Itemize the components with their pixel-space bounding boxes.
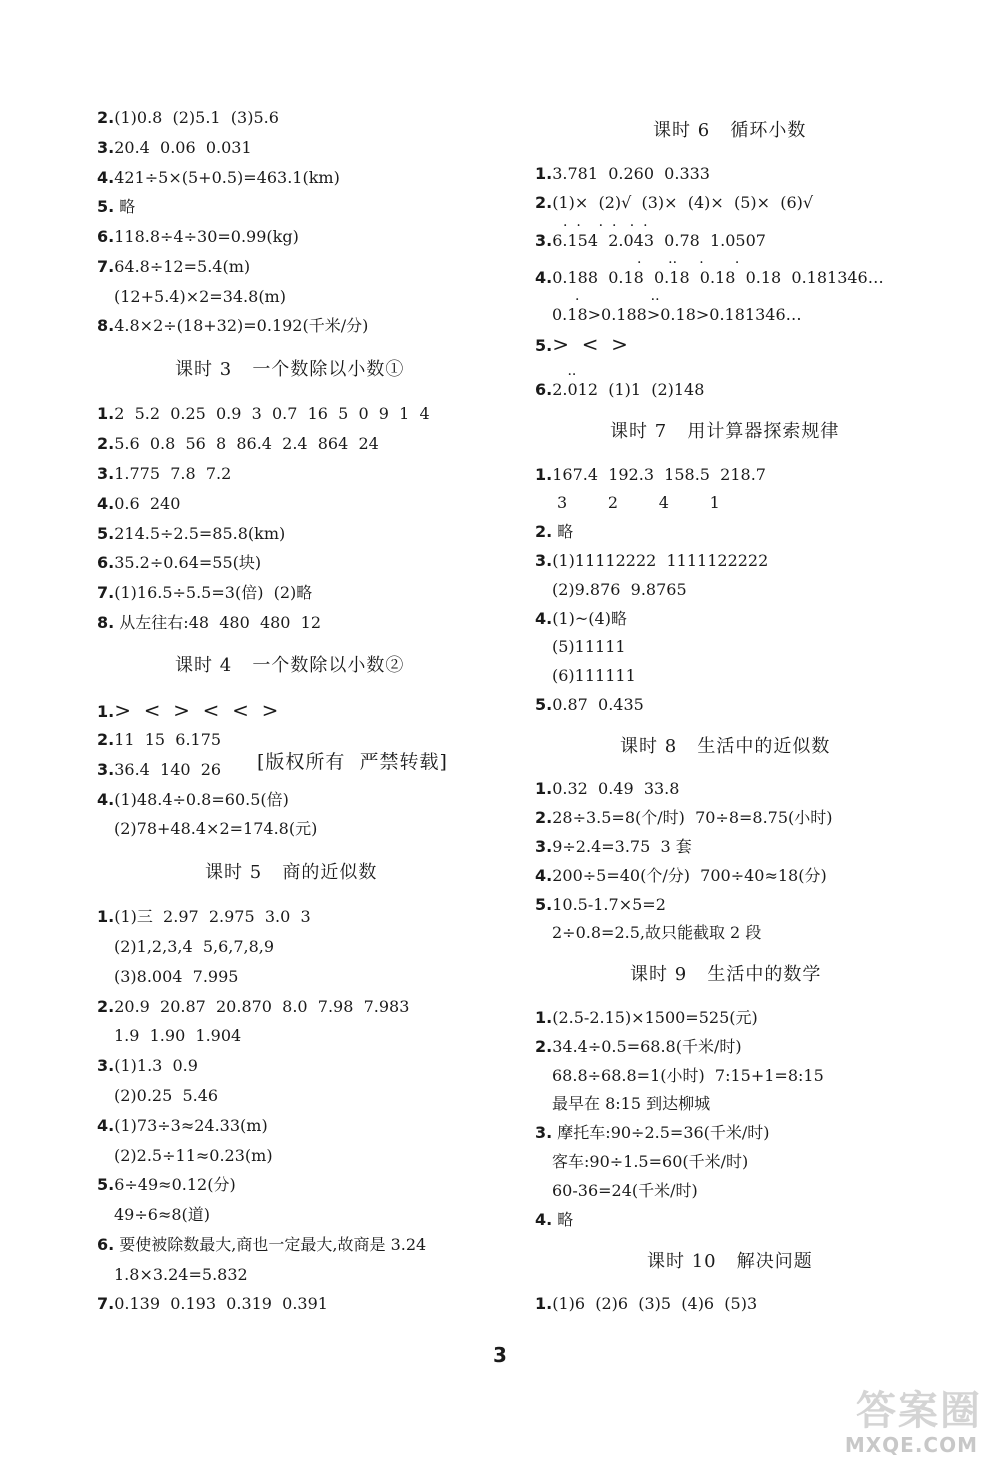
answer-line: 2.28÷3.5=8(个/时) 70÷8=8.75(小时) <box>535 808 833 827</box>
answer-line: 4.(1)73÷3≈24.33(m) <box>97 1116 268 1135</box>
answer-line: 4.0.188 0.18 0.18 0.18 0.18 0.181346… <box>535 268 884 287</box>
answer-line: 1.(1)6 (2)6 (3)5 (4)6 (5)3 <box>535 1294 758 1313</box>
answer-line: 3.(1)1.3 0.9 <box>97 1056 198 1075</box>
page-number: 3 <box>493 1343 507 1367</box>
answer-line: (5)11111 <box>552 637 626 656</box>
answer-line: 4.(1)~(4)略 <box>535 609 627 628</box>
answer-line: (2)78+48.4×2=174.8(元) <box>114 819 318 838</box>
section-title-lesson-3: 课时 3 一个数除以小数① <box>175 359 405 380</box>
answer-line: 60-36=24(千米/时) <box>552 1181 698 1200</box>
answer-line: 5.> < > <box>535 332 628 356</box>
answer-line: (12+5.4)×2=34.8(m) <box>114 287 286 306</box>
answer-line: 4.421÷5×(5+0.5)=463.1(km) <box>97 168 340 187</box>
answer-line: 6.35.2÷0.64=55(块) <box>97 553 262 572</box>
section-title-lesson-7: 课时 7 用计算器探索规律 <box>610 421 840 442</box>
watermark-url: MXQE.COM <box>844 1433 978 1457</box>
repeating-decimal-dots: ·· <box>563 367 577 383</box>
answer-line: 3.6.154 2.043 0.78 1.0507 <box>535 231 766 250</box>
answer-line: 7.64.8÷12=5.4(m) <box>97 257 251 276</box>
answer-line: 2. 略 <box>535 522 574 541</box>
answer-line: 4.0.6 240 <box>97 494 181 513</box>
answer-line: 3 2 4 1 <box>557 493 720 512</box>
section-title-lesson-4: 课时 4 一个数除以小数② <box>175 655 405 676</box>
section-title-lesson-10: 课时 10 解决问题 <box>647 1251 813 1272</box>
answer-line: 49÷6≈8(道) <box>114 1205 211 1224</box>
watermark-text: 答案圈 <box>856 1388 982 1434</box>
section-title-lesson-6: 课时 6 循环小数 <box>653 120 807 141</box>
answer-line: 1.2 5.2 0.25 0.9 3 0.7 16 5 0 9 1 4 <box>97 404 430 423</box>
answer-line: 1.(1)三 2.97 2.975 3.0 3 <box>97 907 311 926</box>
answer-line: 最早在 8:15 到达柳城 <box>552 1094 711 1113</box>
answer-line: 6.118.8÷4÷30=0.99(kg) <box>97 227 299 246</box>
answer-line: 5.0.87 0.435 <box>535 695 644 714</box>
section-title-lesson-8: 课时 8 生活中的近似数 <box>620 736 831 757</box>
answer-line: 2.20.9 20.87 20.870 8.0 7.98 7.983 <box>97 997 410 1016</box>
answer-line: 1.3.781 0.260 0.333 <box>535 164 710 183</box>
answer-line: 4.200÷5=40(个/分) 700÷40≈18(分) <box>535 866 827 885</box>
repeating-decimal-dots: · · · · · · <box>563 218 648 234</box>
answer-line: 8.4.8×2÷(18+32)=0.192(千米/分) <box>97 316 369 335</box>
answer-line: 3.20.4 0.06 0.031 <box>97 138 252 157</box>
answer-line: 6.2.012 (1)1 (2)148 <box>535 380 705 399</box>
answer-line: (3)8.004 7.995 <box>114 967 239 986</box>
answer-line: 1.9 1.90 1.904 <box>114 1026 242 1045</box>
answer-line: 2÷0.8=2.5,故只能截取 2 段 <box>552 923 762 942</box>
answer-line: (2)9.876 9.8765 <box>552 580 687 599</box>
answer-line: 3.(1)11112222 1111122222 <box>535 551 769 570</box>
answer-line: 68.8÷68.8=1(小时) 7:15+1=8:15 <box>552 1066 824 1085</box>
answer-line: 5.214.5÷2.5=85.8(km) <box>97 524 286 543</box>
copyright-notice: [版权所有 严禁转载] <box>257 751 448 773</box>
answer-line: (6)111111 <box>552 666 636 685</box>
answer-line: 4.(1)48.4÷0.8=60.5(倍) <box>97 790 289 809</box>
section-title-lesson-9: 课时 9 生活中的数学 <box>630 964 822 985</box>
answer-line: 3. 摩托车:90÷2.5=36(千米/时) <box>535 1123 770 1142</box>
section-title-lesson-5: 课时 5 商的近似数 <box>205 862 378 883</box>
answer-line: 5.10.5-1.7×5=2 <box>535 895 666 914</box>
answer-line: 1.0.32 0.49 33.8 <box>535 779 680 798</box>
watermark-logo <box>807 1379 982 1457</box>
answer-line: 7.0.139 0.193 0.319 0.391 <box>97 1294 328 1313</box>
answer-line: 客车:90÷1.5=60(千米/时) <box>552 1152 749 1171</box>
answer-line: 5. 略 <box>97 197 136 216</box>
answer-line: 1.(2.5-2.15)×1500=525(元) <box>535 1008 758 1027</box>
answer-line: 3.1.775 7.8 7.2 <box>97 464 232 483</box>
answer-line: (2)0.25 5.46 <box>114 1086 219 1105</box>
answer-line: 1.8×3.24=5.832 <box>114 1265 248 1284</box>
answer-line: 1.167.4 192.3 158.5 218.7 <box>535 465 766 484</box>
answer-line: 2.(1)× (2)√ (3)× (4)× (5)× (6)√ <box>535 193 814 212</box>
answer-line: 6. 要使被除数最大,商也一定最大,故商是 3.24 <box>97 1235 427 1254</box>
answer-line: 3.36.4 140 26 <box>97 760 222 779</box>
answer-line: (2)2.5÷11≈0.23(m) <box>114 1146 273 1165</box>
answer-line: 2.34.4÷0.5=68.8(千米/时) <box>535 1037 742 1056</box>
repeating-decimal-dots: · ·· · · <box>637 255 740 271</box>
answer-line: 7.(1)16.5÷5.5=3(倍) (2)略 <box>97 583 313 602</box>
answer-line: 1.> < > < < > <box>97 698 279 722</box>
answer-line: 5.6÷49≈0.12(分) <box>97 1175 236 1194</box>
answer-line: 4. 略 <box>535 1210 574 1229</box>
answer-line: (2)1,2,3,4 5,6,7,8,9 <box>114 937 275 956</box>
answer-line: 8. 从左往右:48 480 480 12 <box>97 613 322 632</box>
answer-line: 2.(1)0.8 (2)5.1 (3)5.6 <box>97 108 279 127</box>
answer-line: 2.11 15 6.175 <box>97 730 222 749</box>
repeating-decimal-dots: · ·· <box>575 292 660 308</box>
answer-line: 0.18>0.188>0.18>0.181346… <box>552 305 802 324</box>
answer-line: 2.5.6 0.8 56 8 86.4 2.4 864 24 <box>97 434 379 453</box>
answer-line: 3.9÷2.4=3.75 3 套 <box>535 837 692 856</box>
